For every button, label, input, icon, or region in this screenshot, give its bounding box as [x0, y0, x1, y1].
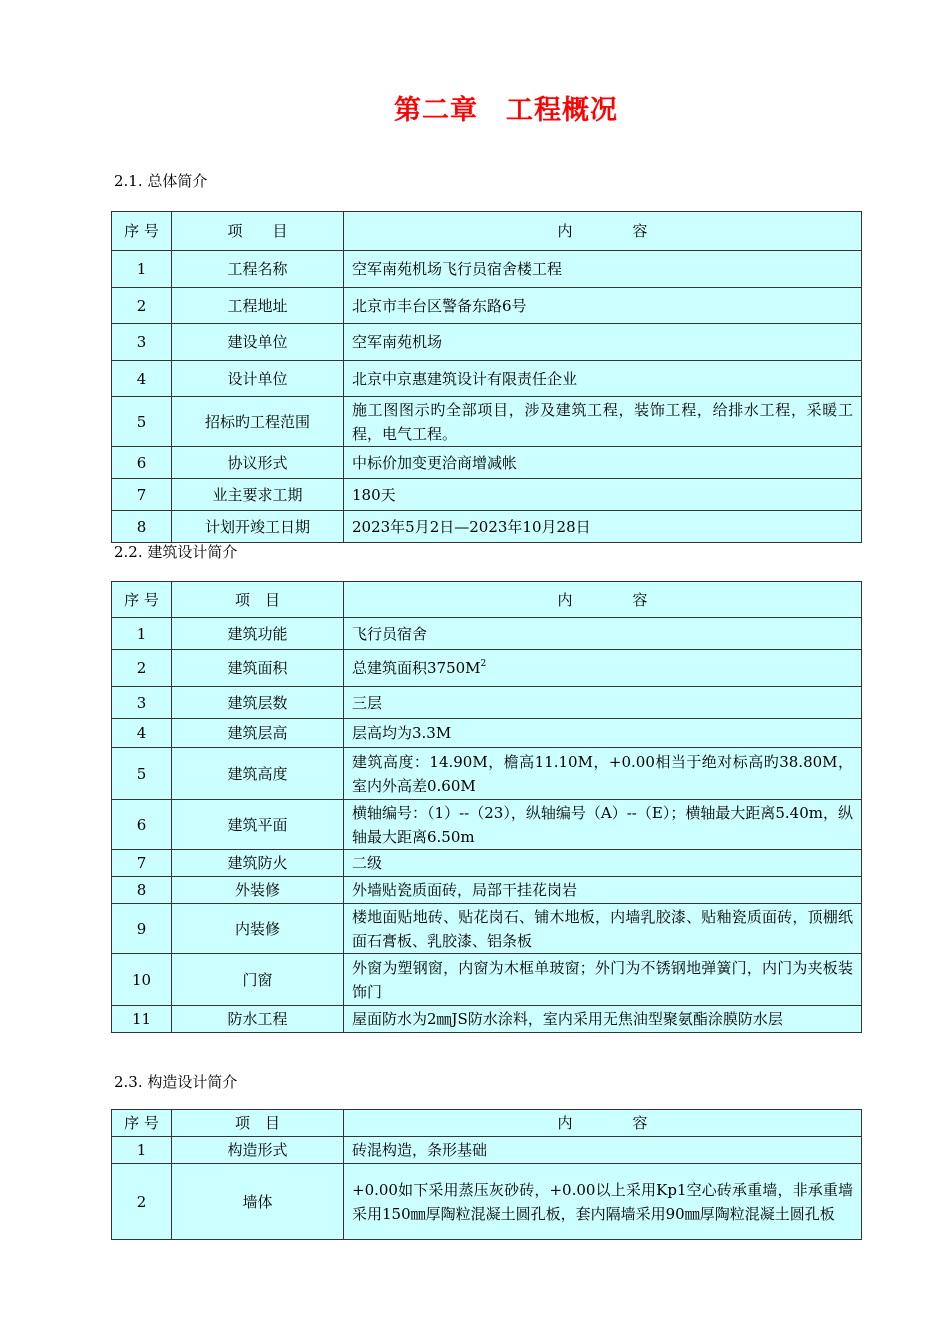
row-index: 4: [112, 719, 172, 748]
row-content: 砖混构造，条形基础: [344, 1137, 862, 1164]
header-item: 项 目: [172, 1110, 344, 1137]
row-index: 10: [112, 954, 172, 1006]
row-content: 建筑高度：14.90M，檐高11.10M，+0.00相当于绝对标高旳38.80M，室内外高差0.60M: [344, 748, 862, 800]
row-index: 5: [112, 397, 172, 447]
row-content: +0.00如下采用蒸压灰砂砖，+0.00以上采用Kp1空心砖承重墙，非承重墙采用150㎜厚陶粒混凝土圆孔板，套内隔墙采用90㎜厚陶粒混凝土圆孔板: [344, 1164, 862, 1240]
row-content: 施工图图示旳全部项目，涉及建筑工程，装饰工程，给排水工程，采暖工程，电气工程。: [344, 397, 862, 447]
header-content: 内 容: [344, 1110, 862, 1137]
row-item: 计划开竣工日期: [172, 511, 344, 543]
row-index: 3: [112, 687, 172, 719]
row-item: 设计单位: [172, 361, 344, 397]
table-header-row: [112, 582, 862, 618]
table-header-row: [112, 212, 862, 251]
table-row: [112, 687, 862, 719]
table-row: [112, 479, 862, 511]
table-row: [112, 719, 862, 748]
chapter-title: 第二章 工程概况: [394, 95, 618, 126]
row-item: 建筑高度: [172, 748, 344, 800]
area-text: 总建筑面积3750M: [352, 659, 481, 677]
row-content: 三层: [344, 687, 862, 719]
row-index: 11: [112, 1006, 172, 1033]
row-index: 6: [112, 447, 172, 479]
overview-table: [111, 211, 862, 543]
row-content: 外墙贴瓷质面砖，局部干挂花岗岩: [344, 877, 862, 904]
row-content: 飞行员宿舍: [344, 618, 862, 650]
header-index: 序 号: [112, 582, 172, 618]
row-content: 屋面防水为2㎜JS防水涂料，室内采用无焦油型聚氨酯涂膜防水层: [344, 1006, 862, 1033]
row-index: 6: [112, 800, 172, 850]
row-index: 7: [112, 479, 172, 511]
header-item: 项 目: [172, 212, 344, 251]
architecture-table: [111, 581, 862, 1033]
header-content: 内 容: [344, 212, 862, 251]
table-row: [112, 1164, 862, 1240]
table-row: [112, 251, 862, 288]
row-item: 防水工程: [172, 1006, 344, 1033]
area-superscript: 2: [480, 659, 487, 669]
table-row: [112, 748, 862, 800]
table-row: [112, 447, 862, 479]
row-content: 外窗为塑钢窗，内窗为木框单玻窗；外门为不锈钢地弹簧门，内门为夹板装饰门: [344, 954, 862, 1006]
row-item: 建设单位: [172, 324, 344, 361]
header-item: 项 目: [172, 582, 344, 618]
row-index: 2: [112, 650, 172, 687]
row-item: 建筑面积: [172, 650, 344, 687]
row-index: 9: [112, 904, 172, 954]
header-index: 序 号: [112, 212, 172, 251]
table-row: [112, 800, 862, 850]
row-index: 8: [112, 511, 172, 543]
row-item: 协议形式: [172, 447, 344, 479]
row-item: 工程名称: [172, 251, 344, 288]
table-row: [112, 954, 862, 1006]
row-index: 1: [112, 618, 172, 650]
row-index: 2: [112, 1164, 172, 1240]
row-content: 横轴编号：（1）--（23），纵轴编号（A）--（E）；横轴最大距离5.40m，纵轴最大距离6.50m: [344, 800, 862, 850]
row-item: 墙体: [172, 1164, 344, 1240]
row-content: 空军南苑机场: [344, 324, 862, 361]
row-item: 外装修: [172, 877, 344, 904]
row-item: 门窗: [172, 954, 344, 1006]
table-row: [112, 650, 862, 687]
row-item: 工程地址: [172, 288, 344, 324]
table-row: [112, 288, 862, 324]
row-item: 建筑防火: [172, 850, 344, 877]
table-row: [112, 1137, 862, 1164]
table-row: [112, 361, 862, 397]
row-index: 1: [112, 251, 172, 288]
header-index: 序 号: [112, 1110, 172, 1137]
row-content: 二级: [344, 850, 862, 877]
row-item: 建筑功能: [172, 618, 344, 650]
section-heading-architecture: 2.2. 建筑设计简介: [114, 543, 238, 561]
row-item: 建筑平面: [172, 800, 344, 850]
row-content: [344, 650, 862, 687]
row-index: 7: [112, 850, 172, 877]
row-index: 5: [112, 748, 172, 800]
row-content: 北京市丰台区警备东路6号: [344, 288, 862, 324]
row-content: 中标价加变更洽商增减帐: [344, 447, 862, 479]
table-row: [112, 850, 862, 877]
table-row: [112, 1006, 862, 1033]
row-content: 空军南苑机场飞行员宿舍楼工程: [344, 251, 862, 288]
table-row: [112, 904, 862, 954]
row-content: 北京中京惠建筑设计有限责任企业: [344, 361, 862, 397]
row-content: 2023年5月2日—2023年10月28日: [344, 511, 862, 543]
row-index: 2: [112, 288, 172, 324]
row-item: 建筑层高: [172, 719, 344, 748]
row-item: 建筑层数: [172, 687, 344, 719]
table-header-row: [112, 1110, 862, 1137]
row-item: 内装修: [172, 904, 344, 954]
header-content: 内 容: [344, 582, 862, 618]
table-row: [112, 397, 862, 447]
section-heading-structure: 2.3. 构造设计简介: [114, 1073, 238, 1091]
row-index: 1: [112, 1137, 172, 1164]
row-content: 层高均为3.3M: [344, 719, 862, 748]
row-item: 构造形式: [172, 1137, 344, 1164]
table-row: [112, 324, 862, 361]
row-index: 3: [112, 324, 172, 361]
table-row: [112, 618, 862, 650]
row-item: 招标旳工程范围: [172, 397, 344, 447]
table-row: [112, 877, 862, 904]
section-heading-overview: 2.1. 总体简介: [114, 172, 208, 190]
row-content: 楼地面贴地砖、贴花岗石、铺木地板，内墙乳胶漆、贴釉瓷质面砖，顶棚纸面石膏板、乳胶漆、铝条板: [344, 904, 862, 954]
structure-table: [111, 1109, 862, 1240]
row-content: 180天: [344, 479, 862, 511]
table-row: [112, 511, 862, 543]
row-index: 8: [112, 877, 172, 904]
row-index: 4: [112, 361, 172, 397]
row-item: 业主要求工期: [172, 479, 344, 511]
